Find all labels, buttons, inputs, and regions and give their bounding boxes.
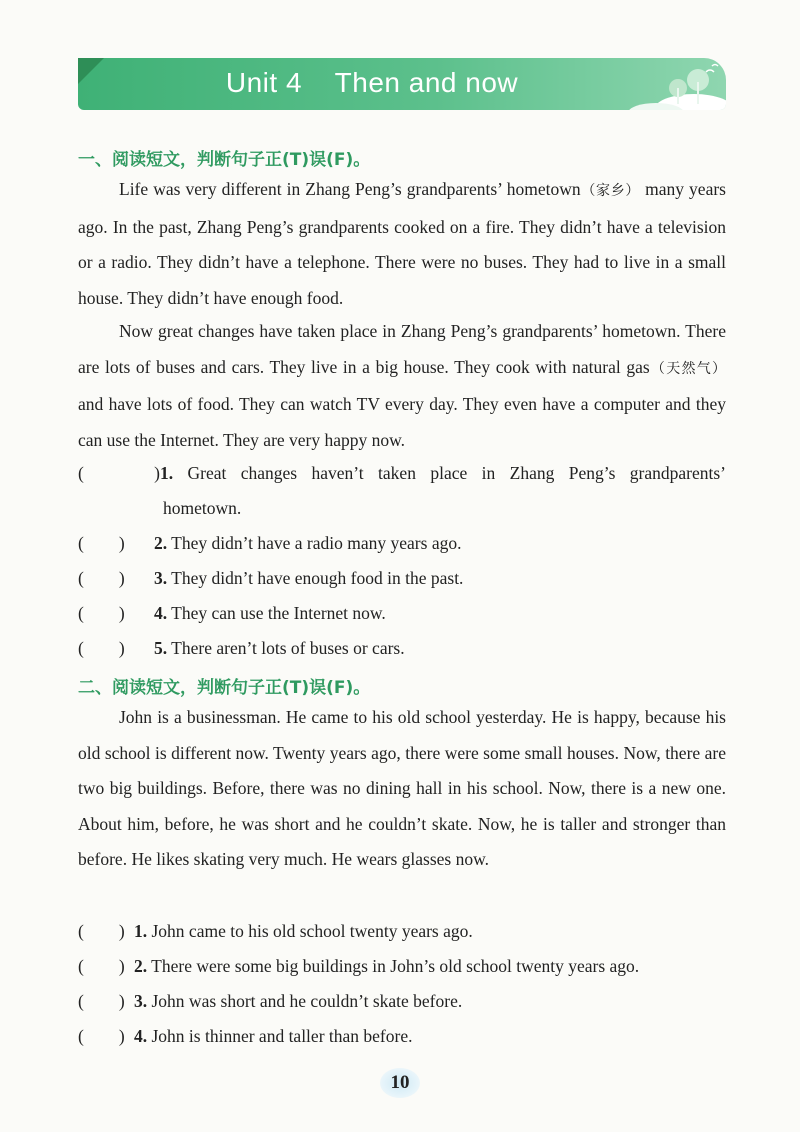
answer-blank[interactable]: ( ): [78, 603, 125, 623]
p1-text: Life was very different in Zhang Peng’s grandparents’ hometown: [119, 179, 581, 199]
question-text: They can use the Internet now.: [167, 603, 386, 623]
question-number: 1.: [134, 921, 148, 941]
answer-blank[interactable]: ( ): [78, 568, 125, 588]
s1-question-1-cont: hometown.: [163, 498, 242, 518]
section1-paragraph2: [78, 314, 726, 458]
question-text: Great changes haven’t taken place in Zhang Peng’s grandparents’: [173, 463, 726, 483]
s2-question-1: [78, 914, 726, 949]
question-text: They didn’t have a radio many years ago.: [167, 533, 462, 553]
page-number: 10: [380, 1068, 420, 1098]
answer-blank[interactable]: ( ): [78, 921, 125, 941]
s2-question-2: [78, 949, 726, 984]
p2-rest: and have lots of food. They can watch TV every day. They even have a computer and they can use the Internet. They are very happy now.: [78, 394, 726, 450]
p2-gloss: （天然气）: [649, 360, 726, 377]
section2-paragraph: John is a businessman. He came to his old school yesterday. He is happy, because his old school is different now. Twenty years ago, there were some small houses. Now, there are two big buildings. Before, there was no dining hall in his school. Now, there is a new one. About him, before, he was short and he couldn’t skate. Now, he is taller and stronger than before. He likes skating very much. He wears glasses now.: [78, 707, 726, 869]
question-number: 5.: [154, 638, 168, 658]
s1-question-5: [78, 631, 726, 666]
s1-question-3: [78, 561, 726, 596]
question-number: 3.: [134, 991, 148, 1011]
question-text: John came to his old school twenty years ago.: [147, 921, 473, 941]
question-number: 2.: [134, 956, 148, 976]
question-number: 2.: [154, 533, 168, 553]
question-text: They didn’t have enough food in the past.: [167, 568, 464, 588]
answer-blank[interactable]: ( ): [78, 533, 125, 553]
p2-text: Now great changes have taken place in Zhang Peng’s grandparents’ hometown. There are lots of buses and cars. They live in a big house. They cook with natural gas: [78, 321, 726, 377]
answer-blank[interactable]: ( ): [78, 463, 160, 483]
s1-question-2: [78, 526, 726, 561]
s1-question-4: [78, 596, 726, 631]
question-text: John is thinner and taller than before.: [147, 1026, 413, 1046]
tree-decoration-icon: [616, 58, 726, 110]
question-number: 4.: [134, 1026, 148, 1046]
p1-rest: many years ago. In the past, Zhang Peng’s grandparents cooked on a fire. They didn’t have a television or a radio. They didn’t have a telephone. There were no buses. They had to live in a small house. They didn’t have enough food.: [78, 179, 726, 308]
question-number: 4.: [154, 603, 168, 623]
section1-paragraph1: [78, 172, 726, 316]
question-text: John was short and he couldn’t skate before.: [147, 991, 463, 1011]
answer-blank[interactable]: ( ): [78, 956, 125, 976]
unit-banner: [78, 58, 726, 110]
answer-blank[interactable]: ( ): [78, 638, 125, 658]
answer-blank[interactable]: ( ): [78, 1026, 125, 1046]
s2-question-3: [78, 984, 726, 1019]
question-text: There were some big buildings in John’s old school twenty years ago.: [147, 956, 640, 976]
section2-heading: 二、阅读短文，判断句子正(T)误(F)。: [78, 678, 371, 698]
section1-heading: 一、阅读短文，判断句子正(T)误(F)。: [78, 150, 371, 170]
answer-blank[interactable]: ( ): [78, 991, 125, 1011]
s2-question-4: [78, 1019, 726, 1054]
question-number: 1.: [160, 463, 174, 483]
p1-gloss: （家乡）: [580, 183, 641, 199]
banner-fold: [78, 58, 104, 84]
question-number: 3.: [154, 568, 168, 588]
question-text: There aren’t lots of buses or cars.: [167, 638, 405, 658]
unit-title: Unit 4 Then and now: [225, 67, 519, 98]
s1-question-1: [78, 456, 726, 491]
